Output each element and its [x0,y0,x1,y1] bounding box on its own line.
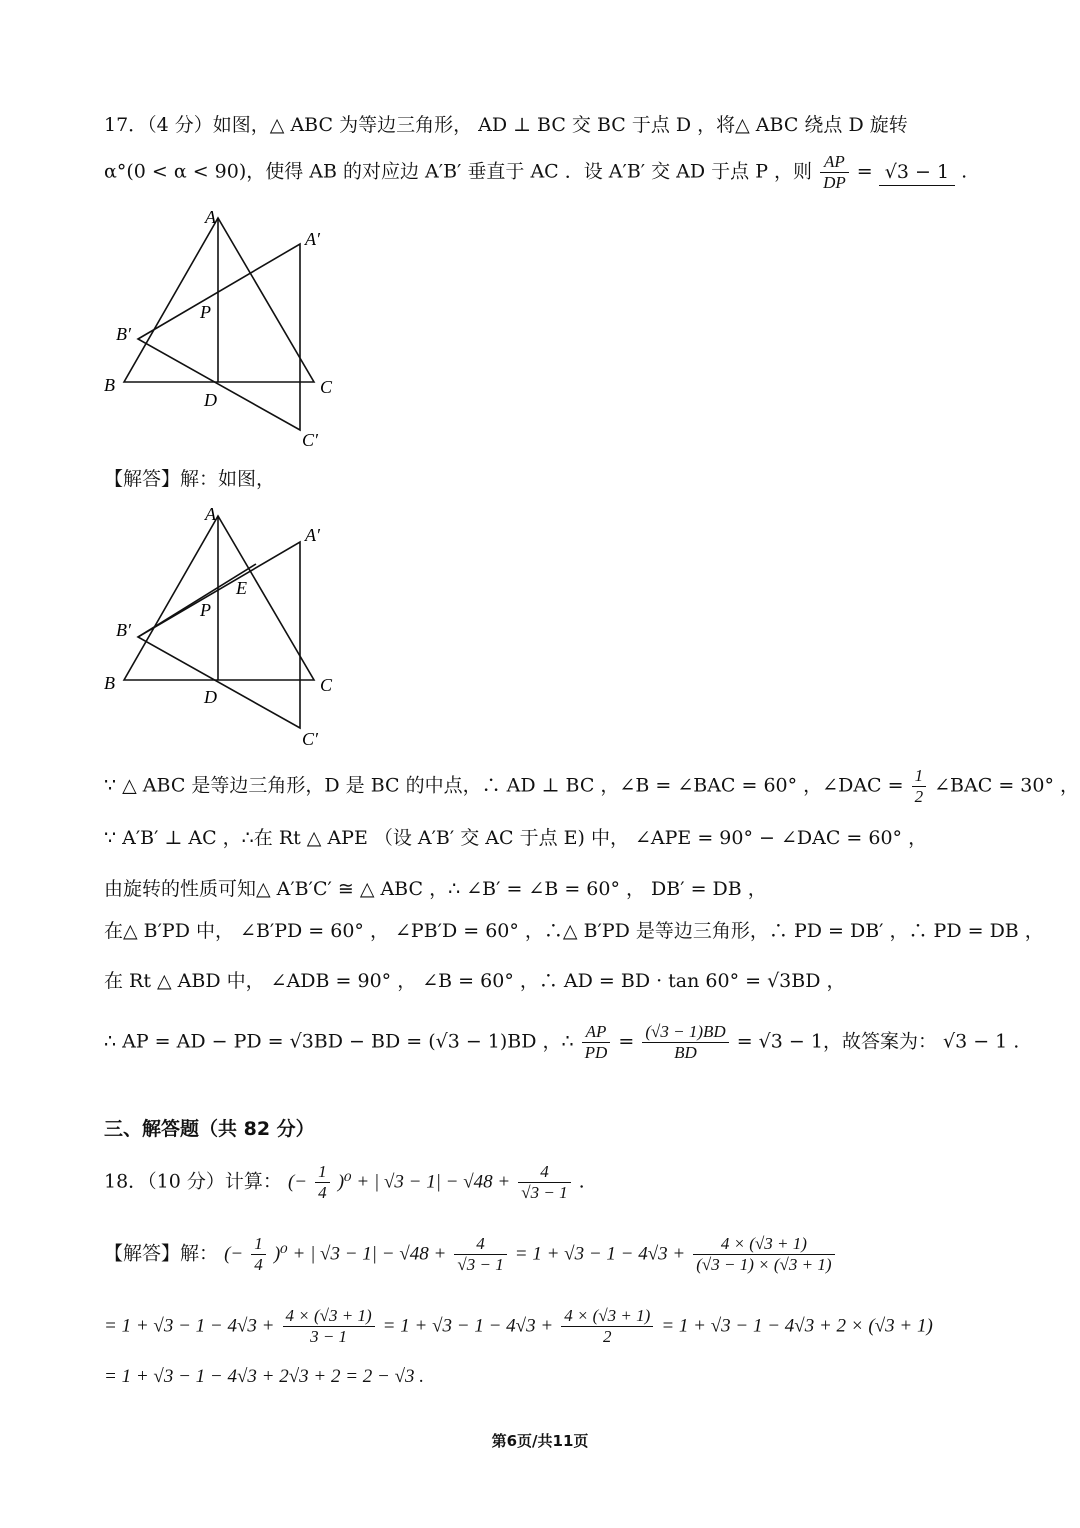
sol18-r1-frac1 [251,1234,266,1275]
label-b-2: B [104,673,115,693]
q17-line2-text: α°(0 < α < 90)，使得 AB 的对应边 A′B′ 垂直于 AC ．设 A′B′ 交 AD 于点 P ，则 [104,160,813,183]
sol18-r1-frac2 [454,1234,506,1275]
sol-line6-frac2 [642,1022,728,1063]
sol-line6-text-a: ∴ AP = AD − PD = √3BD − BD = (√3 − 1)BD ，∴ [104,1030,574,1053]
q17-ratio-numerator: AP [820,152,849,173]
sol18-r2-frac1-num: 4 × (√3 + 1) [283,1306,375,1327]
triangle-abc-2 [124,516,314,680]
section-3-heading: 三、解答题（共 82 分） [104,1118,315,1140]
q17-ratio-fraction [820,152,849,193]
q17-answer-blank: √3 − 1 [879,159,955,186]
sol18-r2-frac2-den: 2 [602,1327,612,1346]
sol18-r1-frac3-num: 4 × (√3 + 1) [693,1234,834,1255]
q18-line [104,1162,585,1203]
sol18-r1-frac3-den: (√3 − 1) × (√3 + 1) [696,1255,832,1274]
sol18-r2-b: = 1 + √3 − 1 − 4√3 + [382,1315,554,1337]
label-c-2: C [320,675,333,695]
sol18-r2-frac1-den: 3 − 1 [310,1327,348,1346]
sol18-r1-frac3 [693,1234,834,1275]
label-e-2: E [236,578,247,598]
sol18-r1-frac1-num: 1 [251,1234,266,1255]
sol-line1-text-b: ∠BAC = 30° ， [934,774,1079,797]
label-c-prime-2: C′ [302,729,318,749]
q18-end: . [578,1170,585,1193]
q17-equals: = [856,160,873,183]
sol18-r2-frac1 [283,1306,375,1347]
triangle-apbpcp [138,244,300,430]
sol-line1 [104,766,1079,807]
q18-frac2-num: 4 [518,1162,570,1183]
figure-2-svg [104,498,364,758]
q18-frac1-num: 1 [315,1162,330,1183]
figure-1-svg [104,200,364,460]
sol18-r1-frac2-den: √3 − 1 [457,1255,504,1274]
sol-line6-eq: = [618,1030,635,1053]
sol-line2: ∵ A′B′ ⊥ AC ，∴在 Rt △ APE （设 A′B′ 交 AC 于点 E) 中， ∠APE = 90° − ∠DAC = 60° ， [104,827,928,849]
q18-frac1-den: 4 [318,1183,327,1202]
q18-open: (− [287,1171,308,1193]
solution-intro: 【解答】解：如图， [104,468,276,490]
segment-be [138,564,256,637]
label-c-prime: C′ [302,430,318,450]
q18-frac2 [518,1162,570,1203]
q17-period: . [961,160,968,183]
sol18-r2-frac2 [561,1306,653,1347]
sol-line6-frac2-den: BD [674,1043,697,1062]
sol18-prefix: 【解答】解： [104,1242,219,1265]
figure-2 [104,498,364,762]
page-footer: 第6页/共11页 [491,1432,589,1450]
label-a-prime: A′ [305,229,320,249]
sol-line5: 在 Rt △ ABD 中， ∠ADB = 90° ， ∠B = 60° ，∴ AD = BD · tan 60° = √3BD ， [104,970,846,992]
triangle-apbpcp-2 [138,542,300,728]
sol-line1-half [912,766,927,807]
q17-line1: 17．（4 分）如图，△ ABC 为等边三角形， AD ⊥ BC 交 BC 于点 D ，将△ ABC 绕点 D 旋转 [104,114,908,136]
figure-1 [104,200,364,464]
label-a-prime-2: A′ [305,525,320,545]
sol18-r2-frac2-num: 4 × (√3 + 1) [561,1306,653,1327]
sol18-r1-frac1-den: 4 [254,1255,263,1274]
label-p: P [200,302,211,322]
sol-line3: 由旋转的性质可知△ A′B′C′ ≅ △ ABC ，∴ ∠B′ = ∠B = 60° ， DB′ = DB ， [104,878,767,900]
sol-line1-text-a: ∵ △ ABC 是等边三角形，D 是 BC 的中点，∴ AD ⊥ BC ，∠B = ∠BAC = 60° ，∠DAC = [104,774,904,797]
sol-line6-frac1-num: AP [582,1022,611,1043]
sol18-r1-mid: )⁰ + | √3 − 1| − √48 + [273,1243,447,1265]
sol18-line1 [104,1234,837,1275]
sol-line4: 在△ B′PD 中， ∠B′PD = 60° ， ∠PB′D = 60° ，∴△ B′PD 是等边三角形，∴ PD = DB′ ，∴ PD = DB ， [104,920,1044,942]
sol-line6-frac1-den: PD [584,1043,608,1062]
sol-line1-half-den: 2 [914,787,924,806]
q18-mid: )⁰ + | √3 − 1| − √48 + [337,1171,511,1193]
sol18-r2-a: = 1 + √3 − 1 − 4√3 + [104,1315,275,1337]
sol-line1-half-num: 1 [912,766,927,787]
label-d-2: D [204,687,217,707]
sol18-r2-c: = 1 + √3 − 1 − 4√3 + 2 × (√3 + 1) [661,1315,933,1337]
q18-frac2-den: √3 − 1 [521,1183,568,1202]
sol18-r1-eq: = 1 + √3 − 1 − 4√3 + [514,1243,686,1265]
sol18-line3: = 1 + √3 − 1 − 4√3 + 2√3 + 2 = 2 − √3 . [104,1366,425,1387]
label-b-prime: B′ [116,324,131,344]
q18-frac1 [315,1162,330,1203]
sol18-line2 [104,1306,933,1347]
label-a: A [205,207,216,227]
label-b-prime-2: B′ [116,620,131,640]
sol-line6 [104,1022,1019,1063]
sol18-r1-open: (− [224,1243,244,1265]
label-c: C [320,377,333,397]
q18-prefix: 18．（10 分）计算： [104,1170,282,1193]
label-a-2: A [205,504,216,524]
label-b: B [104,375,115,395]
sol18-r1-frac2-num: 4 [454,1234,506,1255]
q17-line2 [104,152,967,193]
label-d: D [204,390,217,410]
sol-line6-frac2-num: (√3 − 1)BD [642,1022,728,1043]
sol-line6-text-b: = √3 − 1，故答案为： √3 − 1 . [736,1030,1020,1053]
q17-ratio-denominator: DP [823,173,846,192]
triangle-abc [124,218,314,382]
label-p-2: P [200,600,211,620]
sol-line6-frac1 [582,1022,611,1063]
